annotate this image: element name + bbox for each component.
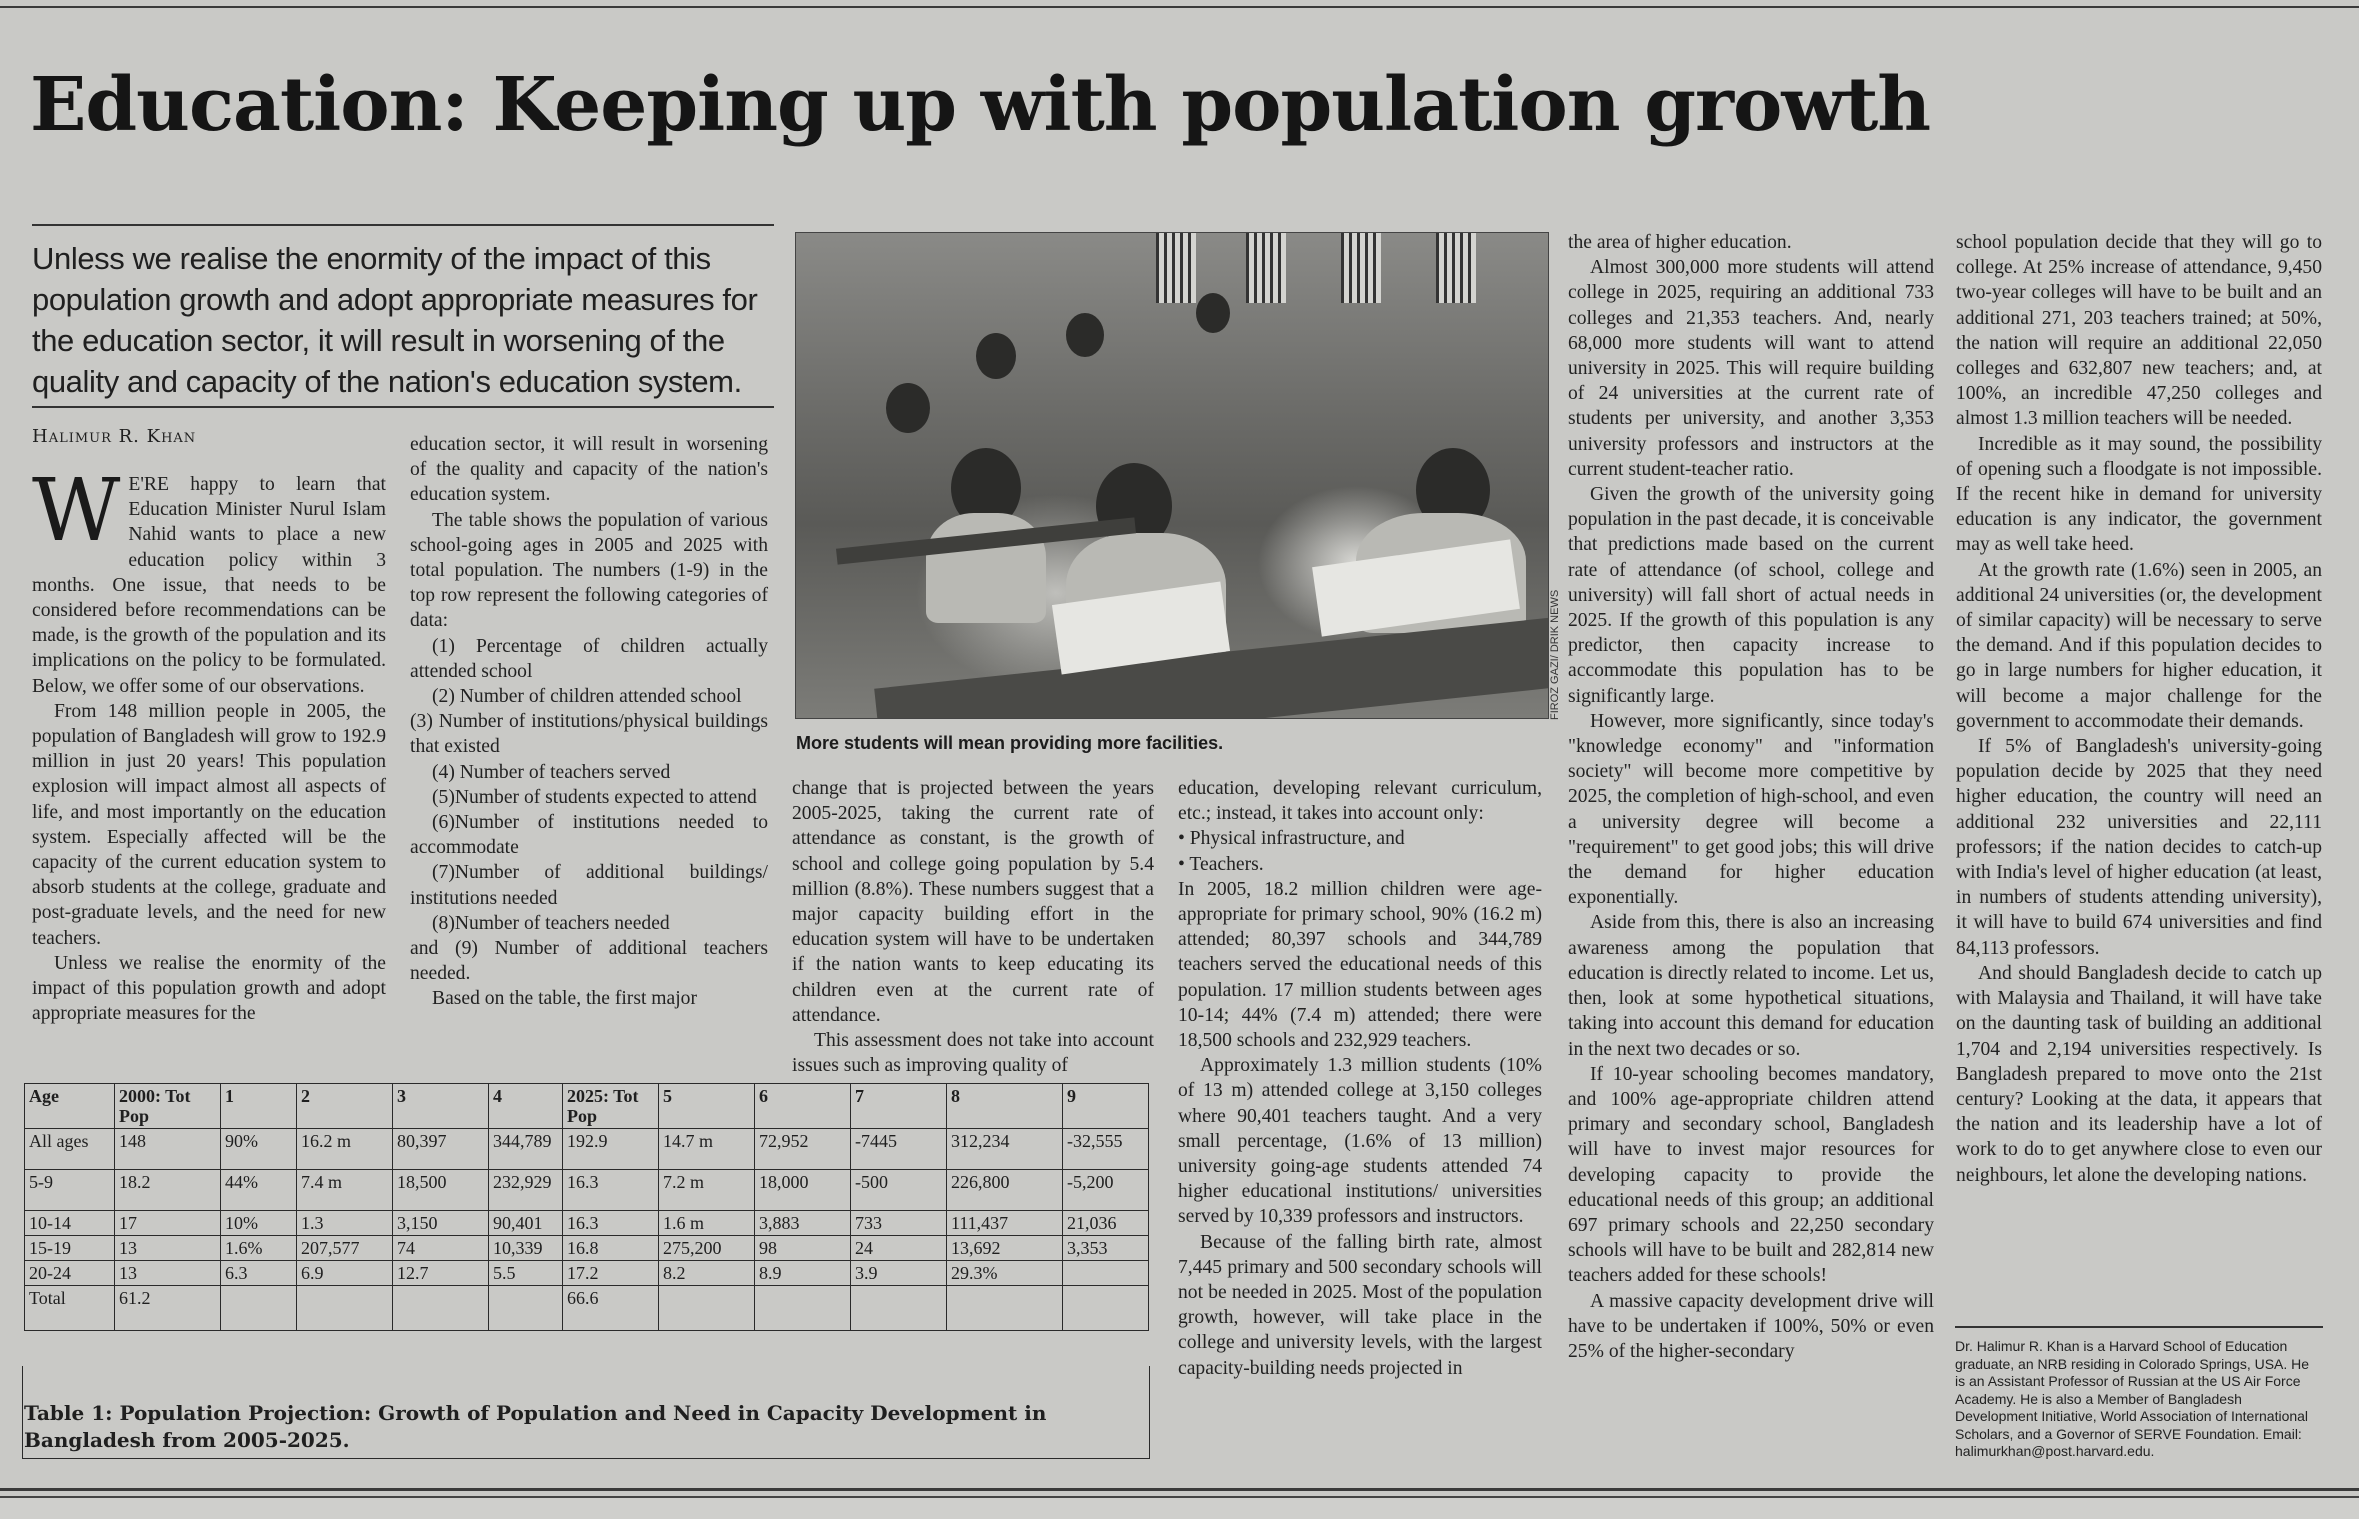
paragraph: However, more significantly, since today's "knowledge economy" and "information society" will become more competitive by 2025, the completion of high-school, and even a university degree will become a "requirement" to get good jobs; this will drive the demand for higher education exponentially. [1568, 710, 1934, 909]
table-cell: 21,036 [1063, 1211, 1149, 1236]
table-cell: 8.2 [659, 1261, 755, 1286]
paragraph: At the growth rate (1.6%) seen in 2005, an additional 24 universities (or, the development of similar capacity) will be necessary to serve the demand. And if this population decides to go in large numbers for higher education, it will become a major challenge for the government to accommodate their demands. [1956, 559, 2322, 732]
table-header-cell: 7 [851, 1084, 947, 1129]
table-cell: 14.7 m [659, 1129, 755, 1170]
table-cell [659, 1286, 755, 1331]
table-cell: 13 [115, 1236, 221, 1261]
drop-cap: W [32, 461, 121, 561]
table-cell: 16.3 [563, 1170, 659, 1211]
table-cell: 98 [755, 1236, 851, 1261]
table-header-cell: 5 [659, 1084, 755, 1129]
article-column-2 [410, 432, 768, 1012]
paragraph: The table shows the population of various school-going ages in 2005 and 2025 with total population. The numbers (1-9) in the top row represent the following categories of data: [410, 509, 768, 632]
table-row [25, 1211, 1149, 1236]
table-cell: 16.8 [563, 1236, 659, 1261]
student-head [976, 333, 1016, 379]
photo-caption: More students will mean providing more facilities. [796, 733, 1224, 753]
table-cell: Total [25, 1286, 115, 1331]
table-header-cell: 3 [393, 1084, 489, 1129]
paragraph: A massive capacity development drive will have to be undertaken if 100%, 50% or even 25% of the higher-secondary [1568, 1290, 1934, 1362]
table-header-cell: 4 [489, 1084, 563, 1129]
table-header-cell: 1 [221, 1084, 297, 1129]
table-cell: 29.3% [947, 1261, 1063, 1286]
student-head [886, 383, 930, 433]
table-row [25, 1170, 1149, 1211]
table-cell [755, 1286, 851, 1331]
table-cell: 111,437 [947, 1211, 1063, 1236]
table-cell: 192.9 [563, 1129, 659, 1170]
window-bars [1156, 233, 1196, 303]
article-column-1 [32, 461, 386, 1026]
paragraph: Incredible as it may sound, the possibility of opening such a floodgate is not impossible. If the recent hike in demand for university education is any indicator, the government may as well take heed. [1956, 433, 2322, 556]
table-cell: 10,339 [489, 1236, 563, 1261]
table-cell: 3,883 [755, 1211, 851, 1236]
list-item: (7)Number of additional buildings/ institutions needed [410, 862, 768, 909]
table-cell: 226,800 [947, 1170, 1063, 1211]
table-cell [1063, 1261, 1149, 1286]
bottom-rule [0, 1488, 2359, 1491]
table-header-cell: 8 [947, 1084, 1063, 1129]
table-cell: 17 [115, 1211, 221, 1236]
bullet-list [1178, 826, 1542, 876]
table-cell: 207,577 [297, 1236, 393, 1261]
table-row [25, 1129, 1149, 1170]
list-item: and (9) Number of additional teachers needed. [410, 938, 768, 985]
bullet-item: • Teachers. [1178, 852, 1542, 877]
table-header-cell: 2000: Tot Pop [115, 1084, 221, 1129]
table-row [25, 1236, 1149, 1261]
paragraph: If 5% of Bangladesh's university-going population decide by 2025 that they need higher education, the country will need an additional 232 universities and 22,111 professors; if the nation decides to catch-up with India's level of higher education (at least, in numbers of students attending university), it will have to build 674 universities and find 84,113 professors. [1956, 736, 2322, 959]
list-item: (1) Percentage of children actually attended school [410, 635, 768, 682]
table-cell: 8.9 [755, 1261, 851, 1286]
table-cell: 18,000 [755, 1170, 851, 1211]
table-cell: 18,500 [393, 1170, 489, 1211]
student-head [1066, 313, 1104, 357]
table-cell: 10-14 [25, 1211, 115, 1236]
article-column-3 [792, 776, 1154, 1078]
table-cell: 312,234 [947, 1129, 1063, 1170]
student-head [1196, 293, 1230, 333]
paragraph: school population decide that they will go to college. At 25% increase of attendance, 9,450 two-year colleges will have to be built and an additional 271, 203 teachers trained; at 50%, the nation will require an additional 22,050 colleges and 632,807 new teachers; and, at 100%, an incredible 47,250 colleges and almost 1.3 million teachers will be needed. [1956, 232, 2322, 430]
table-cell [393, 1286, 489, 1331]
list-item: (5)Number of students expected to attend [432, 786, 757, 808]
table-cell: 6.3 [221, 1261, 297, 1286]
table-cell: 61.2 [115, 1286, 221, 1331]
paragraph: Almost 300,000 more students will attend college in 2025, requiring an additional 733 colleges and 21,353 teachers. And, nearly 68,000 more students will want to attend university in 2025. This will require building of 24 universities at the current rate of students per university, and another 3,353 university professors and instructors at the current student-teacher ratio. [1568, 257, 1934, 480]
table-cell: 20-24 [25, 1261, 115, 1286]
paragraph: Because of the falling birth rate, almost 7,445 primary and 500 secondary schools will not be needed in 2025. Most of the population growth, however, will take place in the college and university levels, with the largest capacity-building needs projected in [1178, 1231, 1542, 1379]
table-cell: -500 [851, 1170, 947, 1211]
table-cell: 24 [851, 1236, 947, 1261]
article-column-4 [1178, 776, 1542, 1381]
table-cell [851, 1286, 947, 1331]
table-cell: 90,401 [489, 1211, 563, 1236]
table-cell [489, 1286, 563, 1331]
list-item: (6)Number of institutions needed to accommodate [410, 812, 768, 859]
table-cell: 148 [115, 1129, 221, 1170]
table-cell: 13 [115, 1261, 221, 1286]
table-cell: 275,200 [659, 1236, 755, 1261]
headline: Education: Keeping up with population growth [30, 62, 1931, 148]
table-cell: 5.5 [489, 1261, 563, 1286]
table-cell: 72,952 [755, 1129, 851, 1170]
byline: Halimur R. Khan [32, 426, 197, 447]
table-cell: 10% [221, 1211, 297, 1236]
deck-top-rule [32, 224, 774, 226]
paragraph: education, developing relevant curriculum, etc.; instead, it takes into account only: [1178, 778, 1542, 825]
table-cell: 7.4 m [297, 1170, 393, 1211]
table-cell: All ages [25, 1129, 115, 1170]
paragraph: Unless we realise the enormity of the impact of this population growth and adopt appropriate measures for the [32, 952, 386, 1025]
paragraph: And should Bangladesh decide to catch up with Malaysia and Thailand, it will have take on the daunting task of building an additional 1,704 and 2,194 universities respectively. Is Bangladesh prepared to move onto the 21st century? Looking at the data, it appears that the nation and its leadership have a lot of work to do to get anywhere close to even our neighbours, let alone the developing nations. [1956, 962, 2322, 1186]
table-cell: 15-19 [25, 1236, 115, 1261]
table-cell: 18.2 [115, 1170, 221, 1211]
author-bio: Dr. Halimur R. Khan is a Harvard School of Education graduate, an NRB residing in Colorado Springs, USA. He is an Assistant Professor of Russian at the US Air Force Academy. He is also a Member of Bangladesh Development Initiative, World Association of International Scholars, and a Governor of SERVE Foundation. Email: halimurkhan@post.harvard.edu. [1955, 1338, 2310, 1459]
table-cell [221, 1286, 297, 1331]
table-cell: 344,789 [489, 1129, 563, 1170]
list-item: (4) Number of teachers served [432, 761, 671, 783]
top-rule [0, 6, 2359, 8]
article-column-5 [1568, 230, 1934, 1364]
table-header-cell: Age [25, 1084, 115, 1129]
bullet-item: • Physical infrastructure, and [1178, 826, 1542, 851]
table-cell: 80,397 [393, 1129, 489, 1170]
window-bars [1341, 233, 1381, 303]
table-cell: 6.9 [297, 1261, 393, 1286]
table-cell [1063, 1286, 1149, 1331]
table-cell: 232,929 [489, 1170, 563, 1211]
table-cell: 3.9 [851, 1261, 947, 1286]
table-cell: -7445 [851, 1129, 947, 1170]
table-header-cell: 2025: Tot Pop [563, 1084, 659, 1129]
paragraph: Aside from this, there is also an increasing awareness among the population that education is directly related to income. Let us, then, look at some hypothetical situations, taking into account this demand for education in the next two decades or so. [1568, 912, 1934, 1060]
table-cell: 3,353 [1063, 1236, 1149, 1261]
paragraph: This assessment does not take into account issues such as improving quality of [792, 1030, 1154, 1077]
table-cell: -32,555 [1063, 1129, 1149, 1170]
paragraph: change that is projected between the years 2005-2025, taking the current rate of attendance as constant, is the growth of school and college going population by 5.4 million (8.8%). These numbers suggest that a major capacity building effort in the education system will have to be undertaken if the nation wants to keep educating its children even at the current rate of attendance. [792, 778, 1154, 1026]
table-header-cell: 9 [1063, 1084, 1149, 1129]
table-cell: 44% [221, 1170, 297, 1211]
table-header-cell: 2 [297, 1084, 393, 1129]
article-column-6 [1956, 230, 2322, 1188]
list-item: (8)Number of teachers needed [432, 912, 670, 934]
table-cell: 16.3 [563, 1211, 659, 1236]
population-table [24, 1083, 1149, 1331]
deck: Unless we realise the enormity of the impact of this population growth and adopt appropriate measures for the education sector, it will result in worsening of the quality and capacity of the nation's education system. [32, 241, 758, 399]
window-bars [1246, 233, 1286, 303]
bio-rule [1955, 1326, 2323, 1328]
table-cell: 17.2 [563, 1261, 659, 1286]
classroom-photo [795, 232, 1549, 719]
table-cell: 7.2 m [659, 1170, 755, 1211]
table-header-row [25, 1084, 1149, 1129]
paragraph: From 148 million people in 2005, the population of Bangladesh will grow to 192.9 million in just 20 years! This population explosion will impact almost all aspects of life, and most importantly on the education system. Especially affected will be the capacity of the current education system to absorb students at the college, graduate and post-graduate levels, and the need for new teachers. [32, 700, 386, 949]
table-cell: 5-9 [25, 1170, 115, 1211]
table-cell: 3,150 [393, 1211, 489, 1236]
table-cell: 733 [851, 1211, 947, 1236]
table-row [25, 1261, 1149, 1286]
list-item: (2) Number of children attended school [432, 686, 742, 708]
table-cell: 90% [221, 1129, 297, 1170]
window-bars [1436, 233, 1476, 303]
deck-bottom-rule [32, 406, 774, 408]
table-header-cell: 6 [755, 1084, 851, 1129]
paragraph: education sector, it will result in worsening of the quality and capacity of the nation's education system. [410, 434, 768, 506]
table-cell: 74 [393, 1236, 489, 1261]
table-cell: -5,200 [1063, 1170, 1149, 1211]
paragraph: Given the growth of the university going population in the past decade, it is conceivable that predictions made based on the current rate of attendance (of school, college and university) will fall short of actual needs in 2025. If the growth of this population is any predictor, then capacity increase to accommodate this population has to be significantly large. [1568, 484, 1934, 707]
paragraph: In 2005, 18.2 million children were age-appropriate for primary school, 90% (16.2 m) attended; 80,397 schools and 344,789 teachers served the educational needs of this population. 17 million students between ages 10-14; 44% (7.4 m) attended; there were 18,500 schools and 232,929 teachers. [1178, 878, 1542, 1052]
table-cell: 1.6% [221, 1236, 297, 1261]
table-cell [947, 1286, 1063, 1331]
paragraph: E'RE happy to learn that Education Minister Nurul Islam Nahid wants to place a new education policy within 3 months. One issue, that needs to be considered before recommendations can be made, is the growth of the population and its implications on the policy to be formulated. Below, we offer some of our observations. [32, 474, 386, 697]
table-cell: 66.6 [563, 1286, 659, 1331]
table-cell: 16.2 m [297, 1129, 393, 1170]
list-item: (3) Number of institutions/physical buildings that existed [410, 711, 768, 758]
bottom-strip [0, 1496, 2359, 1519]
table-caption: Table 1: Population Projection: Growth of Population and Need in Capacity Development in Bangladesh from 2005-2025. [24, 1401, 1047, 1452]
paragraph: If 10-year schooling becomes mandatory, and 100% age-appropriate children attend primary and secondary school, Bangladesh will have to invest major resources for developing capacity to provide the educational needs of this group; an additional 697 primary schools and 22,250 secondary schools will have to be built and 282,814 new teachers added for these schools! [1568, 1063, 1934, 1287]
table-cell: 1.3 [297, 1211, 393, 1236]
paragraph: Approximately 1.3 million students (10% of 13 m) attended college at 3,150 colleges where 90,401 teachers taught. And a very small percentage, (1.6% of 13 million) university going-age students attended 74 higher educational institutions/ universities served by 10,339 professors and instructors. [1178, 1055, 1542, 1228]
table-cell: 1.6 m [659, 1211, 755, 1236]
table-row [25, 1286, 1149, 1331]
table-cell: 13,692 [947, 1236, 1063, 1261]
photo-credit: FIROZ GAZI/ DRIK NEWS [1549, 589, 1561, 720]
paragraph: the area of higher education. [1568, 232, 1792, 253]
table-cell: 12.7 [393, 1261, 489, 1286]
paragraph: Based on the table, the first major [432, 988, 697, 1010]
table-cell [297, 1286, 393, 1331]
